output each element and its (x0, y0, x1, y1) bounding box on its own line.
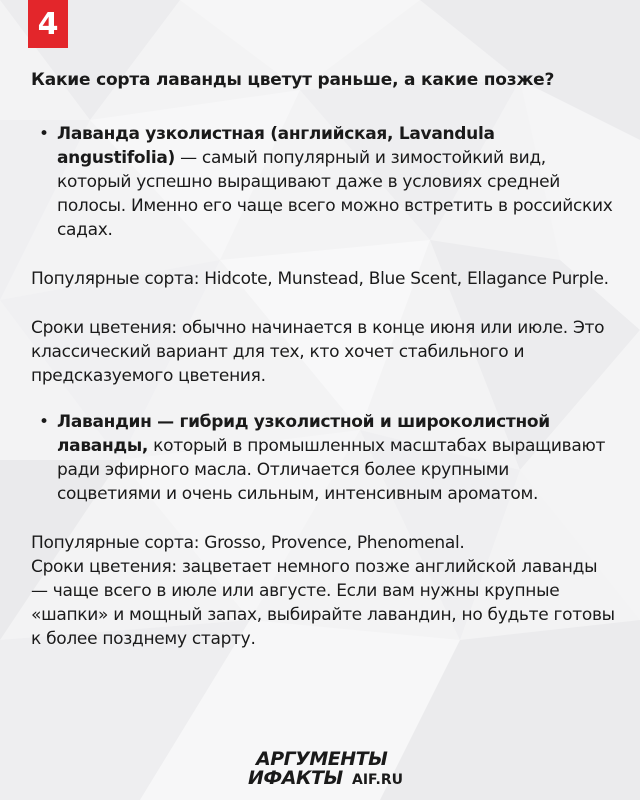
slide-number-badge (28, 0, 68, 48)
english-lavender-varieties: Популярные сорта: Hidcote, Munstead, Blue Scent, Ellagance Purple. (31, 269, 609, 289)
bullet-english-lavender (31, 122, 616, 242)
lavandin-bloom-time: Сроки цветения: зацветает немного позже английской лаванды — чаще всего в июле или августе. Если вам нужны крупные «шапки» и мощный запах, выбирайте лавандин, но будьте готовы к более позднему старту. (31, 557, 615, 649)
bullet-marker: • (39, 124, 49, 144)
bullet-lavandin-title: Лавандин — гибрид узколистной и широколистной лаванды, (57, 412, 550, 456)
logo-site: AIF.RU (352, 772, 404, 788)
logo-line1: АРГУМЕНТЫ (256, 748, 388, 770)
english-lavender-bloom-time: Сроки цветения: обычно начинается в конце июня или июле. Это классический вариант для тех, кто хочет стабильного и предсказуемого цветения. (31, 318, 605, 386)
bullet-lavandin-text: который в промышленных масштабах выращивают ради эфирного масла. Отличается более крупными соцветиями и очень сильным, интенсивным ароматом. (57, 436, 606, 504)
section-heading: Какие сорта лаванды цветут раньше, а какие позже? (31, 70, 555, 90)
lavandin-varieties: Популярные сорта: Grosso, Provence, Phenomenal. (31, 533, 465, 553)
bullet-english-lavender-text: — самый популярный и зимостойкий вид, который успешно выращивают даже в условиях средней полосы. Именно его чаще всего можно встретить в российских садах. (57, 148, 613, 240)
logo-line2: ИФАКТЫ (248, 767, 343, 789)
article-body (31, 68, 616, 651)
bullet-lavandin (31, 410, 616, 506)
aif-logo (248, 748, 408, 792)
bullet-marker: • (39, 412, 49, 432)
slide-number: 4 (37, 6, 59, 42)
bullet-english-lavender-title: Лаванда узколистная (английская, Lavandula angustifolia) (57, 124, 495, 168)
